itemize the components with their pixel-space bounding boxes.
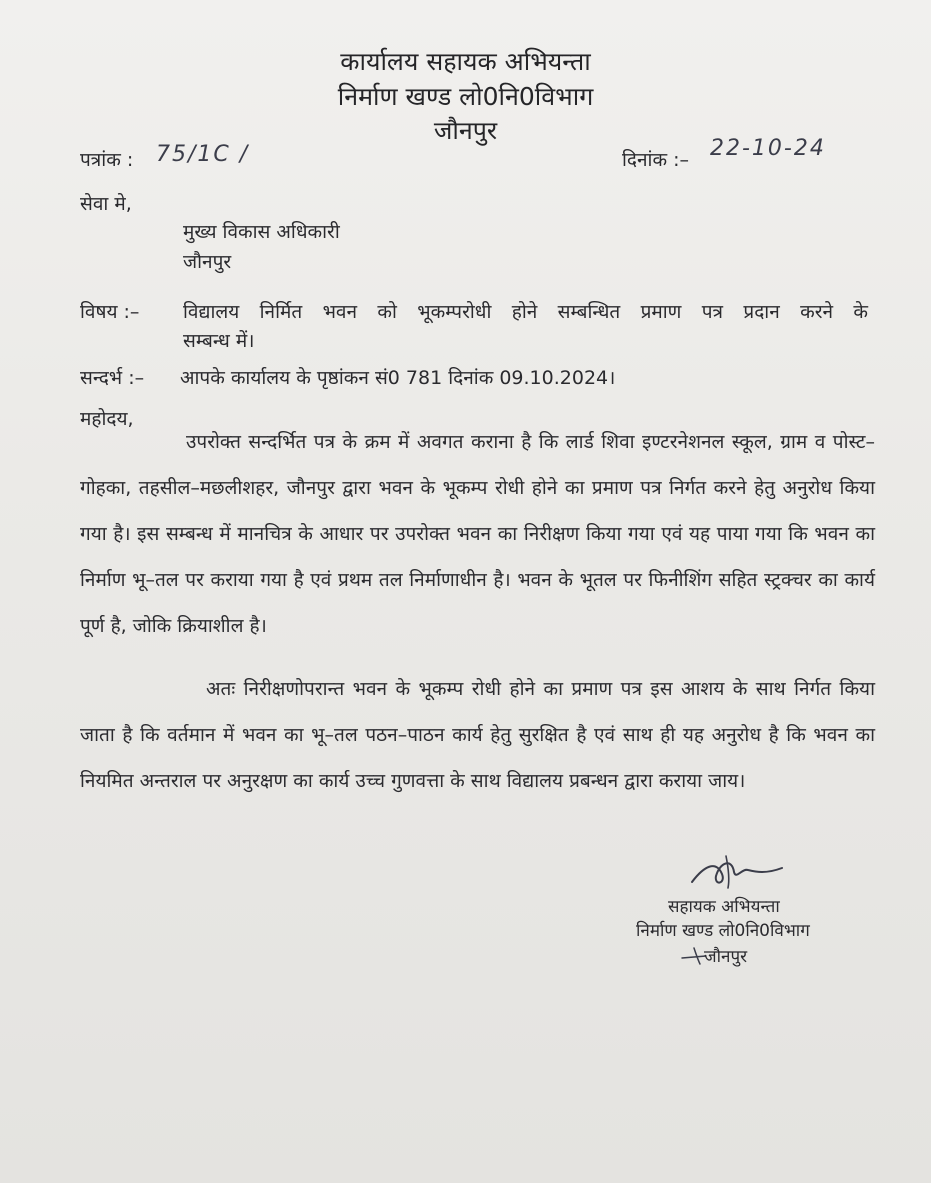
reference-number-handwritten: 75/1C / [156,142,250,167]
reference-number-label: पत्रांक : [80,149,134,171]
signatory-place: जौनपुर [704,947,748,967]
subject-line-2: सम्बन्ध में। [183,330,255,352]
city-heading: जौनपुर [433,116,498,145]
signature-scribble [686,852,786,892]
recipient-designation: मुख्य विकास अधिकारी [183,221,340,243]
signatory-title: सहायक अभियन्ता [668,897,780,917]
date-label: दिनांक :– [622,149,690,171]
subject-label: विषय :– [80,301,140,323]
subject-line-1: विद्यालय निर्मित भवन को भूकम्परोधी होने सम्बन्धित प्रमाण पत्र प्रदान करने के [183,301,868,323]
greeting: महोदय, [80,408,134,430]
date-handwritten: 22-10-24 [710,136,826,161]
signatory-office: निर्माण खण्ड लो0नि0विभाग [636,921,810,941]
salutation-to: सेवा मे, [80,193,132,215]
reference-text: आपके कार्यालय के पृष्ठांकन सं0 781 दिनांक 09.10.2024। [180,367,616,389]
department-heading: निर्माण खण्ड लो0नि0विभाग [337,82,594,111]
body-paragraph-1: उपरोक्त सन्दर्भित पत्र के क्रम में अवगत कराना है कि लार्ड शिवा इण्टरनेशनल स्कूल, ग्राम व पोस्ट–गोहका, तहसील–मछलीशहर, जौनपुर द्वारा भवन के भूकम्प रोधी होने का प्रमाण पत्र निर्गत करने हेतु अनुरोध किया गया है। इस सम्बन्ध में मानचित्र के आधार पर उपरोक्त भवन का निरीक्षण किया गया एवं यह पाया गया कि भवन का निर्माण भू–तल पर कराया गया है एवं प्रथम तल निर्माणाधीन है। भवन के भूतल पर फिनीशिंग सहित स्ट्रक्चर का कार्य पूर्ण है, जोकि क्रियाशील है। [80,431,875,637]
body-paragraph-2: अतः निरीक्षणोपरान्त भवन के भूकम्प रोधी होने का प्रमाण पत्र इस आशय के साथ निर्गत किया जाता है कि वर्तमान में भवन का भू–तल पठन–पाठन कार्य हेतु सुरक्षित है एवं साथ ही यह अनुरोध है कि भवन का नियमित अन्तराल पर अनुरक्षण का कार्य उच्च गुणवत्ता के साथ विद्यालय प्रबन्धन द्वारा कराया जाय। [80,678,875,792]
office-heading: कार्यालय सहायक अभियन्ता [340,47,591,76]
reference-label: सन्दर्भ :– [80,367,145,389]
recipient-place: जौनपुर [183,251,232,273]
